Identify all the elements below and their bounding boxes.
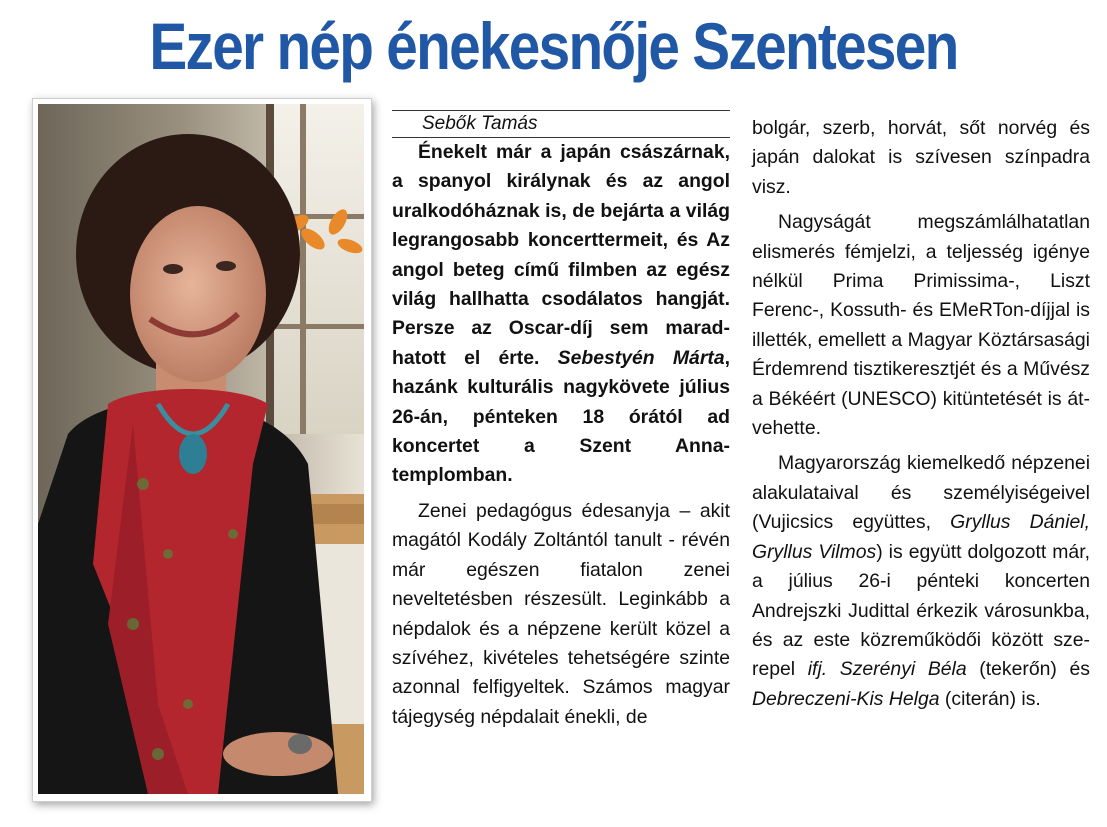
p3-name-debreczeni: Debreczeni-Kis Helga <box>752 687 940 710</box>
p3-text-e: (tekerőn) és <box>966 658 1090 681</box>
portrait-photo <box>32 98 372 802</box>
article-column-2 <box>752 114 1090 714</box>
body-paragraph-3 <box>752 449 1090 714</box>
article-column-1 <box>392 110 730 732</box>
p3-text-c: ) is együtt dolgozott már, a július 26-i pénteki koncerten Andrejszki Judittal érkezik városunkba, és az este közreműködői között szerepel <box>752 540 1090 681</box>
p3-names-gryllus: Gryllus Dániel, Gryllus Vilmos <box>752 511 1090 563</box>
headline: Ezer nép énekesnője Szentesen <box>149 9 958 83</box>
lead-text-1: Énekelt már a japán császárnak, a spanyol királynak és az angol uralkodóháznak is, de bejárta a világ legrangosabb koncerttermeit, és Az angol beteg című filmben az egész világ hallhatta csodálatos hangját. Persze az Oscar-díj sem maradhatott el érte. <box>392 141 730 369</box>
byline: Sebők Tamás <box>392 111 730 138</box>
body-paragraph-2: Nagyságát megszámlálhatatlan elismerés fémjelzi, a teljesség igénye nélkül Prima Primissima-, Liszt Ferenc-, Kossuth- és EMeRTon-díjjal is illették, emellett a Magyar Köztársasági Érdemrend tisztikeresztjét és a Művész a Békéért (UNESCO) kitüntetését is átvehette. <box>752 211 1090 440</box>
body-paragraph-1: Zenei pedagógus édesanyja – akit magától Kodály Zoltántól tanult - révén már egészen fiatalon zenei neveltetésben részesült. Leginkább a népdalok és a népzene került közel a szívéhez, kivételes tehetségére szinte azonnal felfigyeltek. Számos magyar tájegység népdalait énekli, de <box>392 499 730 728</box>
lead-artist-name: Sebestyén Márta <box>557 346 725 369</box>
p3-name-szerenyi: ifj. Szerényi Béla <box>807 658 967 681</box>
p3-text-g: (citerán) is. <box>939 687 1041 710</box>
portrait-image <box>38 104 364 794</box>
lead-paragraph <box>392 138 730 491</box>
p3-text-a: Magyarország kiemelkedő népzenei alakulataival és személyiségeivel (Vujicsics együttes, <box>752 452 1090 534</box>
body-paragraph-1-continued: bolgár, szerb, horvát, sőt norvég és japán dalokat is szívesen színpadra visz. <box>752 117 1090 198</box>
lead-text-2: , hazánk kulturális nagykövete július 26-án, pénteken 18 órától ad koncertet a Szent Anna-templomban. <box>392 346 730 487</box>
